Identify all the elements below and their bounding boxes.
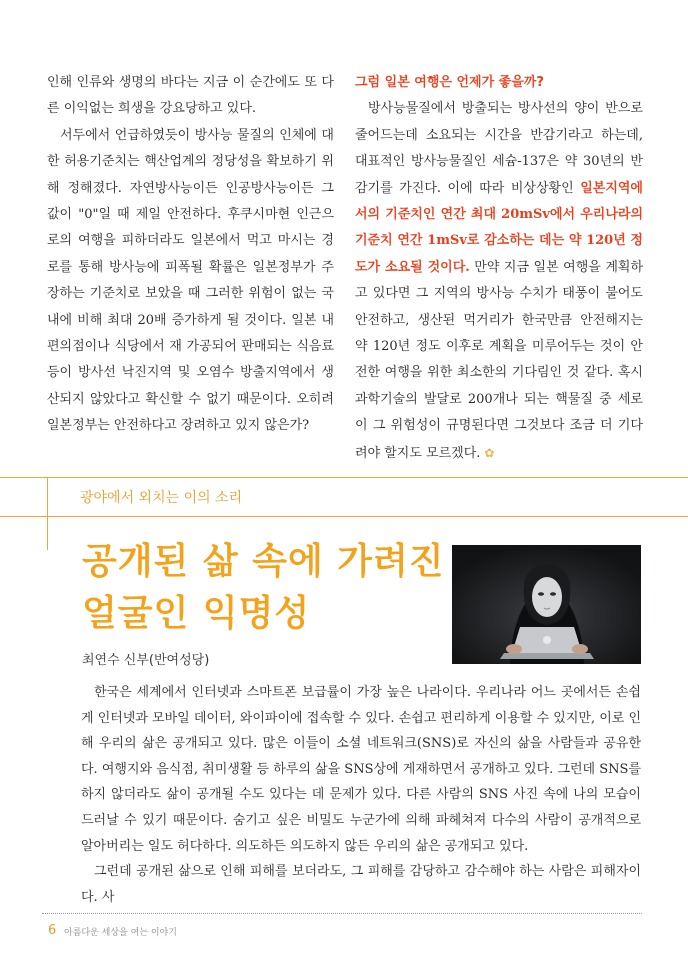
article-title-line-2: 얼굴인 익명성 xyxy=(82,593,311,634)
right-paragraph-start: 방사능물질에서 방출되는 방사선의 양이 반으로 줄어드는데 소요되는 시간을 반감기라고 하는데, 대표적인 방사능물질인 세슘-137은 약 30년의 반감기를 가진다. 이에 따라 비상상황인 xyxy=(355,101,643,196)
column-name: 광야에서 외치는 이의 소리 xyxy=(80,490,243,506)
publication-title: 아름다운 세상을 여는 이야기 xyxy=(64,928,177,938)
column-bar-divider-lower xyxy=(47,516,48,550)
right-paragraph-end: 만약 지금 일본 여행을 계획하고 있다면 그 지역의 방사능 수치가 태풍이 불어도 안전하고, 생산된 먹거리가 한국만큼 안전해지는 약 120년 정도 이후로 계획을 미루어두는 것이 안전한 여행을 위한 최소한의 기다림인 것 같다. 혹시 과학기술의 발달로 200개나 되는 핵물질 중 세로이 그 위험성이 규명된다면 그것보다 조금 더 기다려야 할지도 모르겠다. xyxy=(355,259,644,461)
section-heading xyxy=(355,70,643,96)
article-title xyxy=(82,536,445,640)
right-column xyxy=(355,70,643,467)
author-byline: 최연수 신부(반여성당) xyxy=(82,653,210,668)
highlighted-text: 일본지역에서의 기준치인 연간 최대 20mSv에서 우리나라의 기준치 연간 1mSv로 감소하는 데는 약 120년 정도가 소요될 것이다. xyxy=(355,180,643,275)
page-number: 6 xyxy=(48,923,57,938)
body-paragraph-1: 한국은 세계에서 인터넷과 스마트폰 보급률이 가장 높은 나라이다. 우리나라 어느 곳에서든 손쉽게 인터넷과 모바일 데이터, 와이파이에 접속할 수 있다. 손쉽고 편리하게 이용할 수 있지만, 이로 인해 우리의 삶은 공개되고 있다. 많은 이들이 소셜 네트워크(SNS)로 자신의 삶을 사람들과 공유한다. 여행지와 음식점, 취미생활 등 하루의 삶을 SNS상에 게재하면서 공개하고 있다. 그런데 SNS를 하지 않더라도 삶이 공개될 수도 있다는 데 문제가 있다. 다른 사람의 SNS 사진 속에 나의 모습이 드러날 수 있기 때문이다. 숨기고 싶은 비밀도 누군가에 의해 파헤쳐져 다수의 사람이 공개적으로 알아버리는 일도 허다하다. 의도하든 의도하지 않든 우리의 삶은 공개되고 있다. xyxy=(81,685,642,854)
column-bar-divider xyxy=(47,478,48,516)
left-paragraph-2: 서두에서 언급하였듯이 방사능 물질의 인체에 대한 허용기준치는 핵산업계의 정당성을 확보하기 위해 정해졌다. 자연방사능이든 인공방사능이든 그 값이 "0"일 때 제일 안전하다. 후쿠시마현 인근으로의 여행을 피하더라도 일본에서 먹고 마시는 경로를 통해 방사능에 피폭될 확률은 일본정부가 주장하는 기준치로 보았을 때 그러한 위험이 없는 국내에 비해 최대 20배 증가하게 될 것이다. 일본 내 편의점이나 식당에서 재 가공되어 판매되는 식음료 등이 방사선 낙진지역 및 오염수 방출지역에서 생산되지 않았다고 확신할 수 없기 때문이다. 오히려 일본정부는 안전하다고 장려하고 있지 않은가? xyxy=(47,127,334,434)
article-title-line-1: 공개된 삶 속에 가려진 xyxy=(82,541,445,582)
right-paragraph xyxy=(355,96,643,467)
section-heading-text: 그럼 일본 여행은 언제가 좋을까? xyxy=(355,75,544,90)
body-paragraph-2: 그런데 공개된 삶으로 인해 피해를 보더라도, 그 피해를 감당하고 감수해야 하는 사람은 피해자이다. 사 xyxy=(81,864,641,905)
column-header-bar xyxy=(0,477,688,517)
footer-divider xyxy=(42,913,642,914)
article-body xyxy=(81,680,641,910)
end-mark-icon: ✿ xyxy=(484,445,495,460)
left-column xyxy=(47,70,334,440)
left-paragraph-1: 인해 인류와 생명의 바다는 지금 이 순간에도 또 다른 이익없는 희생을 강요당하고 있다. xyxy=(47,75,334,117)
hooded-figure-illustration xyxy=(452,545,641,664)
hooded-figure-photo xyxy=(452,545,641,664)
